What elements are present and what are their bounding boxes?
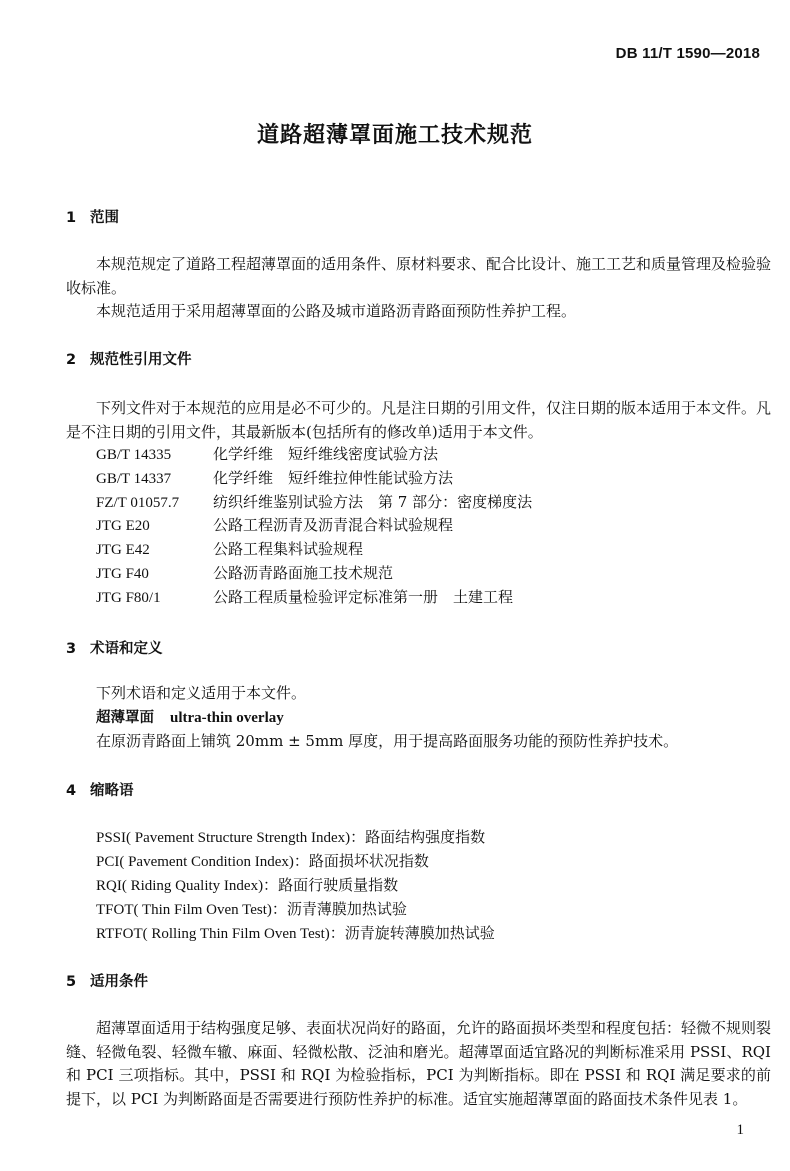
abbreviation-item [96,922,495,947]
term-english: ultra-thin overlay [170,710,284,726]
reference-code: GB/T 14335 [96,447,172,463]
reference-code: GB/T 14337 [96,471,172,487]
page-number: 1 [736,1122,744,1138]
abbreviation-item [96,826,485,851]
section-number: 1 [66,210,77,226]
reference-title: 公路工程沥青及沥青混合料试验规程 [213,516,454,534]
section-number: 2 [66,352,77,368]
section-title: 缩略语 [90,783,134,799]
section-heading-conditions [66,970,148,991]
reference-code: JTG F40 [96,566,149,582]
abbreviation-chinese: 路面行驶质量指数 [278,876,399,894]
abbreviation-item [96,898,407,923]
abbreviation-chinese: 沥青薄膜加热试验 [286,900,407,918]
abbreviation-chinese: 沥青旋转薄膜加热试验 [344,924,495,942]
abbreviation-chinese: 路面结构强度指数 [365,828,486,846]
section-title: 范围 [90,210,119,226]
reference-row [96,562,393,587]
reference-code: JTG F80/1 [96,590,161,606]
section-heading-scope [66,206,119,227]
reference-title: 纺织纤维鉴别试验方法 第 7 部分：密度梯度法 [213,493,533,511]
abbreviation-english: TFOT( Thin Film Oven Test)： [96,902,287,918]
section-heading-references [66,348,192,369]
section-heading-terms [66,637,163,658]
reference-code: JTG E42 [96,542,150,558]
term-entry [96,706,284,731]
scope-paragraph-2: 本规范适用于采用超薄罩面的公路及城市道路沥青路面预防性养护工程。 [96,302,577,320]
abbreviation-english: PCI( Pavement Condition Index)： [96,854,309,870]
terms-intro: 下列术语和定义适用于本文件。 [96,684,307,702]
reference-code: FZ/T 01057.7 [96,495,180,511]
reference-row [96,586,513,611]
reference-row [96,467,453,492]
standard-code: DB 11/T 1590—2018 [615,45,760,62]
section-number: 5 [66,974,77,990]
conditions-paragraph: 超薄罩面适用于结构强度足够、表面状况尚好的路面，允许的路面损坏类型和程度包括：轻微不规则裂缝、轻微龟裂、轻微车辙、麻面、轻微松散、泛油和磨光。超薄罩面适宜路况的判断标准采用 PSSI、RQI 和 PCI 三项指标。其中，PSSI 和 RQI 为检验指标，PCI 为判断指标。即在 PSSI 和 RQI 满足要求的前提下，以 PCI 为判断路面是否需要进行预防性养护的标准。适宜实施超薄罩面的路面技术条件见表 1。 [66,1019,772,1108]
document-title: 道路超薄罩面施工技术规范 [256,123,533,148]
abbreviation-chinese: 路面损坏状况指数 [308,852,429,870]
reference-row [96,491,532,516]
reference-title: 化学纤维 短纤维线密度试验方法 [213,445,439,463]
reference-title: 公路沥青路面施工技术规范 [213,564,394,582]
reference-title: 公路工程质量检验评定标准第一册 土建工程 [213,588,514,606]
section-title: 适用条件 [90,974,148,990]
section-title: 术语和定义 [90,641,163,657]
term-chinese: 超薄罩面 [96,710,154,726]
reference-row [96,443,438,468]
reference-row [96,538,363,563]
section-title: 规范性引用文件 [90,352,192,368]
abbreviation-english: RTFOT( Rolling Thin Film Oven Test)： [96,926,345,942]
abbreviation-item [96,850,429,875]
abbreviation-english: PSSI( Pavement Structure Strength Index)： [96,830,366,846]
term-definition: 在原沥青路面上铺筑 20mm ± 5mm 厚度，用于提高路面服务功能的预防性养护技术。 [96,732,679,750]
section-number: 4 [66,783,77,799]
reference-title: 公路工程集料试验规程 [213,540,364,558]
reference-code: JTG E20 [96,518,150,534]
references-intro: 下列文件对于本规范的应用是必不可少的。凡是注日期的引用文件，仅注日期的版本适用于本文件。凡是不注日期的引用文件，其最新版本(包括所有的修改单)适用于本文件。 [66,399,772,441]
reference-row [96,514,453,539]
abbreviation-item [96,874,398,899]
scope-paragraph-1: 本规范规定了道路工程超薄罩面的适用条件、原材料要求、配合比设计、施工工艺和质量管理及检验验收标准。 [66,255,772,297]
section-heading-abbreviations [66,779,134,800]
reference-title: 化学纤维 短纤维拉伸性能试验方法 [213,469,454,487]
section-number: 3 [66,641,77,657]
abbreviation-english: RQI( Riding Quality Index)： [96,878,279,894]
